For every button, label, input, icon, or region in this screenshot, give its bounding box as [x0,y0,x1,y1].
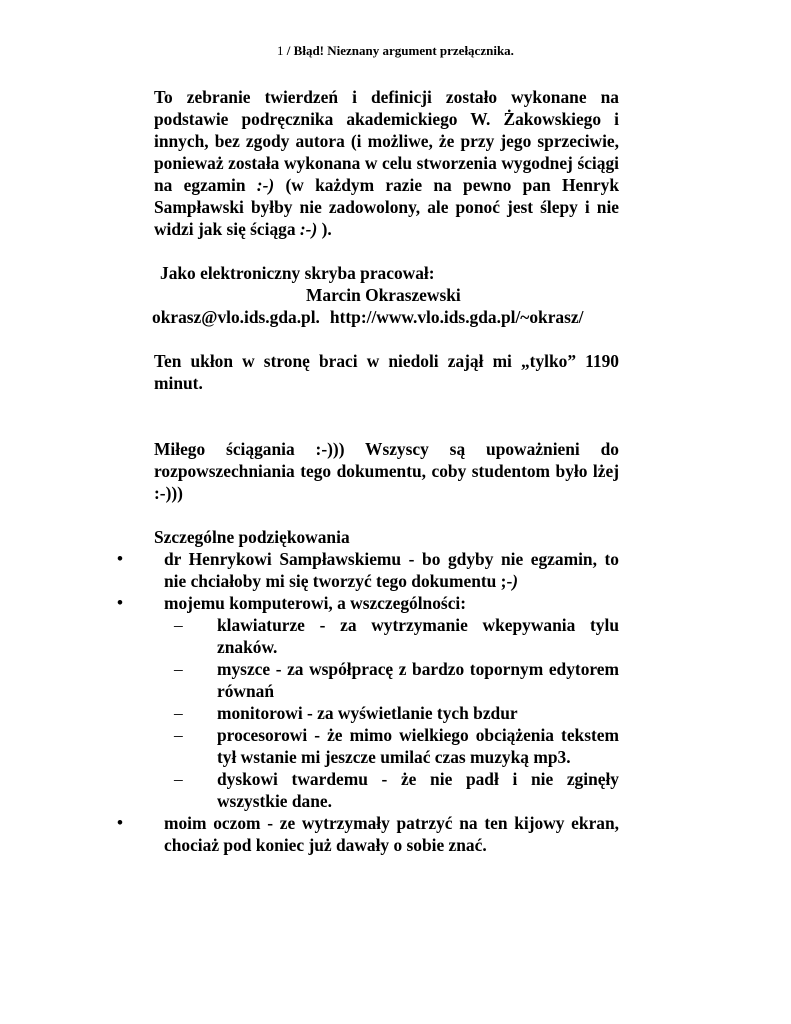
author-name: Marcin Okraszewski [306,285,461,305]
enjoy-note: Miłego ściągania :-))) Wszyscy są upoważnieni do rozpowszechniania tego dokumentu, coby studentom było lżej :-))) [154,439,619,503]
sub-list-item: – procesorowi - że mimo wielkiego obciążenia tekstem tył wstanie mi jeszcze umilać czas muzyką mp3. [174,725,619,767]
thanks-title: Szczególne podziękowania [154,527,350,547]
page-header [0,43,791,59]
list-item: • mojemu komputerowi, a wszczególności: – klawiaturze - za wytrzymanie wkepywania tylu znaków. – myszce - za współpracę z bardzo topornym edytorem równań – monitorowi - za wyświetlanie tych bzdur – procesorowi - że mimo wielkiego obciążenia tekstem tył wstanie mi jeszcze umilać czas muzyką mp3. – dyskowi twardemu - że nie padł i nie zginęły wszystkie dane. [117,593,619,811]
credits-heading: Jako elektroniczny skryba pracował: [160,263,435,283]
intro-smiley-2: :-) [299,219,318,239]
dash-icon: – [174,659,183,679]
dash-icon: – [174,703,183,723]
intro-smiley-1: :-) [256,175,275,195]
list-item: • dr Henrykowi Sampławskiemu - bo gdyby nie egzamin, to nie chciałoby mi się tworzyć tego dokumentu ;-) [117,549,619,591]
header-error-text: / Błąd! Nieznany argument przełącznika. [283,43,514,58]
intro-text-2: (w każdym razie na pewno pan Henryk Sampławski byłby nie zadowolony, ale ponoć jest ślepy i nie widzi jak się ściąga [154,175,619,239]
bullet-icon: • [117,813,123,832]
dash-icon: – [174,725,183,745]
bullet-icon: • [117,549,123,568]
sub-list-item: – dyskowi twardemu - że nie padł i nie zginęły wszystkie dane. [174,769,619,811]
sub-list-item: – myszce - za współpracę z bardzo topornym edytorem równań [174,659,619,701]
dash-icon: – [174,615,183,635]
author-url[interactable]: http://www.vlo.ids.gda.pl/~okrasz/ [329,307,584,327]
thanks-list [117,548,619,856]
time-note: Ten ukłon w stronę braci w niedoli zajął mi „tylko” 1190 minut. [154,351,619,393]
credits-block [154,262,619,328]
list-item: • moim oczom - ze wytrzymały patrzyć na ten kijowy ekran, chociaż pod koniec już dawały o sobie znać. [117,813,619,855]
page-number: 1 [277,43,284,58]
dash-icon: – [174,769,183,789]
sub-list [164,614,619,812]
intro-text-1: To zebranie twierdzeń i definicji zostało wykonane na podstawie podręcznika akademickiego W. Żakowskiego i innych, bez zgody autora (i możliwe, że przy jego sprzeciwie, ponieważ została wykonana w celu stworzenia wygodnej ściągi na egzamin [154,87,619,195]
author-contact [152,306,619,328]
sub-list-item: – klawiaturze - za wytrzymanie wkepywania tylu znaków. [174,615,619,657]
author-email[interactable]: okrasz@vlo.ids.gda.pl. [152,307,320,327]
intro-paragraph [154,86,619,240]
bullet-icon: • [117,593,123,612]
intro-text-3: ). [317,219,332,239]
sub-list-item: – monitorowi - za wyświetlanie tych bzdur [174,703,518,723]
document-body [117,86,619,856]
